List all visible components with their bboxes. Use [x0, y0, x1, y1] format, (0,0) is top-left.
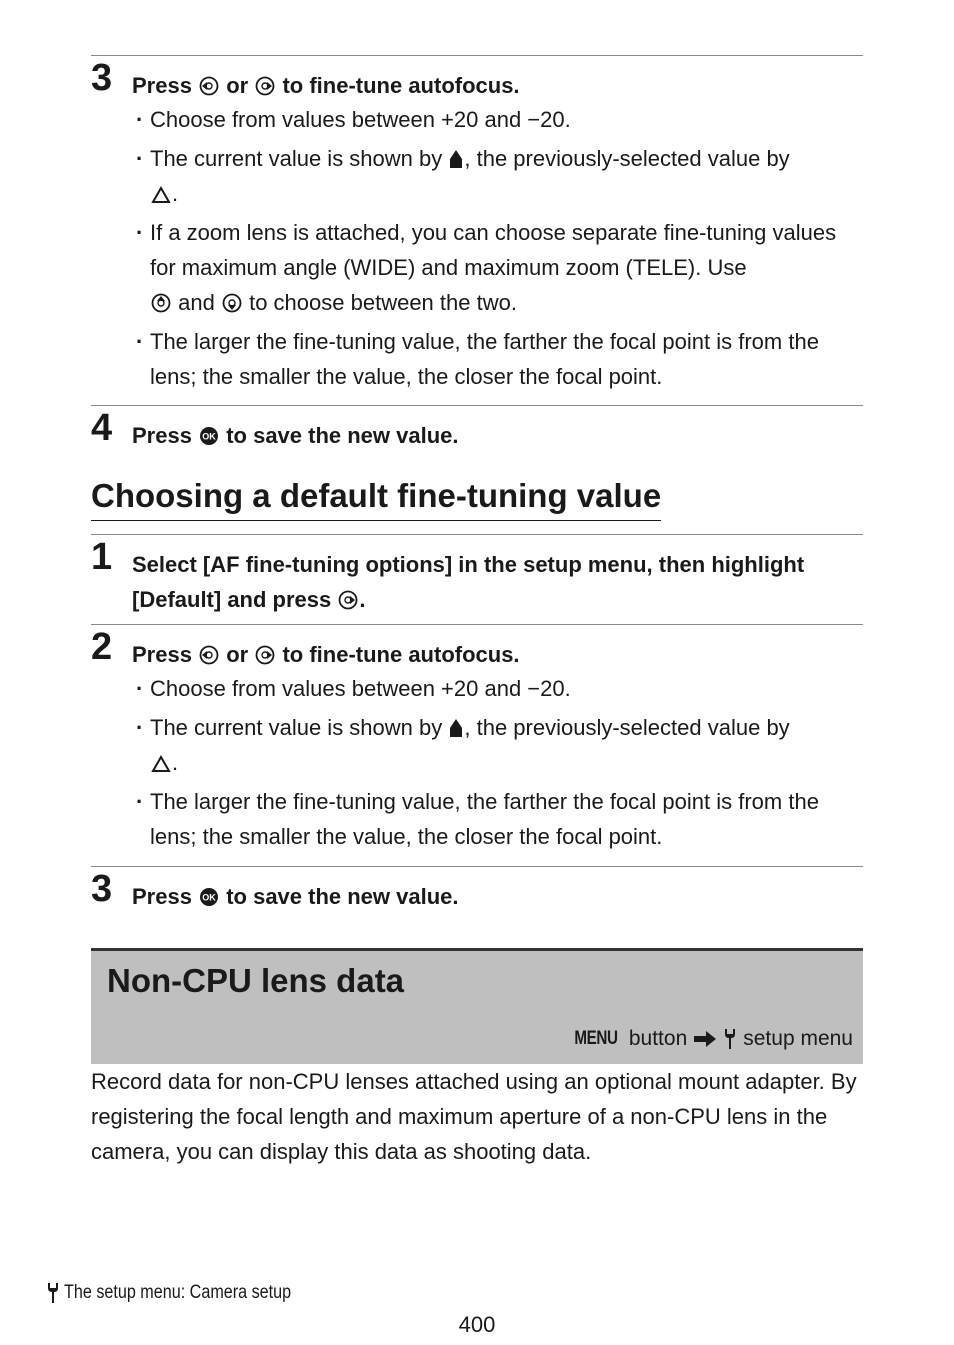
multi-selector-left-icon	[199, 76, 219, 96]
bullet-list	[136, 671, 866, 858]
step-number: 1	[91, 536, 113, 578]
svg-text:OK: OK	[202, 892, 216, 903]
current-value-marker-icon	[449, 149, 463, 169]
wrench-icon	[723, 1028, 737, 1050]
menu-button-label: MENU	[574, 1028, 618, 1049]
step-title: Press OK to save the new value.	[132, 884, 459, 909]
step-number: 3	[91, 868, 113, 910]
multi-selector-right-icon	[338, 590, 358, 610]
step-1-select-default	[91, 534, 863, 625]
bullet-list	[136, 102, 866, 398]
ok-button-icon	[199, 426, 219, 446]
footer-breadcrumb: The setup menu: Camera setup	[46, 1279, 331, 1307]
ok-button-icon	[199, 887, 219, 907]
step-number: 2	[91, 626, 113, 668]
section-heading: Choosing a default fine-tuning value	[91, 474, 661, 521]
bullet-item: · The current value is shown by , the previously-selected value by .	[136, 141, 866, 211]
step-title: Press or to fine-tune autofocus.	[132, 642, 520, 667]
bullet-item: · If a zoom lens is attached, you can choose separate fine-tuning values for maximum angle (WIDE) and maximum zoom (TELE). Use and to choose between the two.	[136, 215, 866, 320]
step-title: Press OK to save the new value.	[132, 423, 459, 448]
bullet-item: · The larger the fine-tuning value, the farther the focal point is from the lens; the smaller the value, the closer the focal point.	[136, 784, 866, 854]
bullet-item: · The larger the fine-tuning value, the farther the focal point is from the lens; the smaller the value, the closer the focal point.	[136, 324, 866, 394]
svg-text:OK: OK	[202, 431, 216, 442]
step-3-save	[91, 866, 863, 927]
bullet-item: · Choose from values between +20 and −20.	[136, 671, 866, 706]
arrow-right-icon	[693, 1030, 717, 1048]
step-3-fine-tune	[91, 55, 863, 406]
banner-title: Non-CPU lens data	[107, 962, 405, 999]
step-2-fine-tune	[91, 624, 863, 867]
section-banner	[91, 948, 863, 1064]
previous-value-marker-icon	[151, 186, 171, 204]
multi-selector-right-icon	[255, 645, 275, 665]
step-number: 3	[91, 57, 113, 99]
step-4-save	[91, 405, 863, 466]
multi-selector-down-icon	[222, 293, 242, 313]
multi-selector-right-icon	[255, 76, 275, 96]
step-title: Select [AF fine-tuning options] in the setup menu, then highlight [Default] and press .	[132, 552, 805, 612]
bullet-item: · Choose from values between +20 and −20.	[136, 102, 866, 137]
step-number: 4	[91, 407, 113, 449]
page-number: 400	[458, 1312, 496, 1337]
current-value-marker-icon	[449, 718, 463, 738]
step-title: Press or to fine-tune autofocus.	[132, 73, 520, 98]
previous-value-marker-icon	[151, 755, 171, 773]
wrench-icon	[46, 1282, 60, 1304]
multi-selector-up-icon	[151, 293, 171, 313]
multi-selector-left-icon	[199, 645, 219, 665]
menu-path: MENU button setup menu	[569, 1025, 853, 1053]
bullet-item: · The current value is shown by , the previously-selected value by .	[136, 710, 866, 780]
body-paragraph: Record data for non-CPU lenses attached using an optional mount adapter. By registering the focal length and maximum aperture of a non-CPU lens in the camera, you can display this data as shooting data.	[91, 1069, 857, 1164]
